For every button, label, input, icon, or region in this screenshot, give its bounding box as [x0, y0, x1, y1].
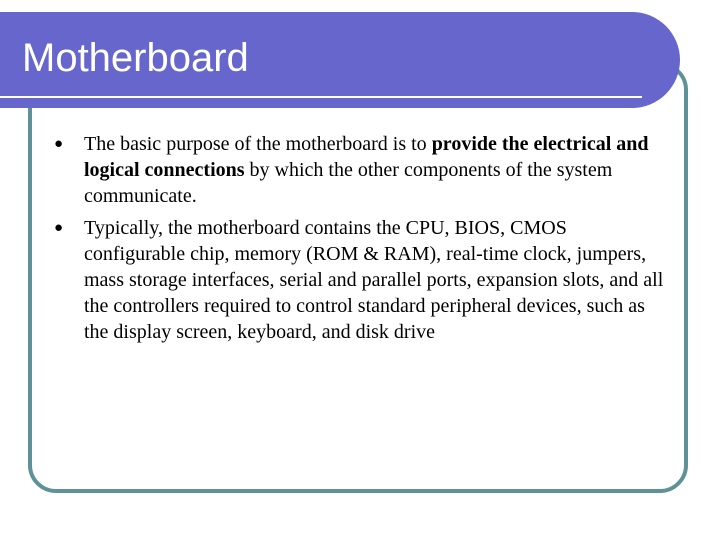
title-underline — [0, 96, 642, 98]
bullet-text-post: by which the other components of the system communicate. — [84, 159, 613, 207]
bullet-icon: ● — [54, 136, 64, 152]
bullet-list — [52, 131, 672, 351]
bullet-text: Typically, the motherboard contains the CPU, BIOS, CMOS configurable chip, memory (ROM & RAM), real-time clock, jumpers, mass storage interfaces, serial and parallel ports, expansion slots, and all the controllers required to control standard peripheral devices, such as the display screen, keyboard, and disk drive — [84, 217, 664, 343]
bullet-icon: ● — [54, 220, 64, 236]
bullet-text-bold: provide the electrical and logical connections — [84, 133, 649, 181]
bullet-text-pre: The basic purpose of the motherboard is to — [84, 133, 432, 155]
slide-title: Motherboard — [22, 36, 249, 80]
bullet-item-components — [52, 215, 672, 345]
bullet-text — [84, 133, 649, 207]
bullet-item-purpose — [52, 131, 672, 209]
